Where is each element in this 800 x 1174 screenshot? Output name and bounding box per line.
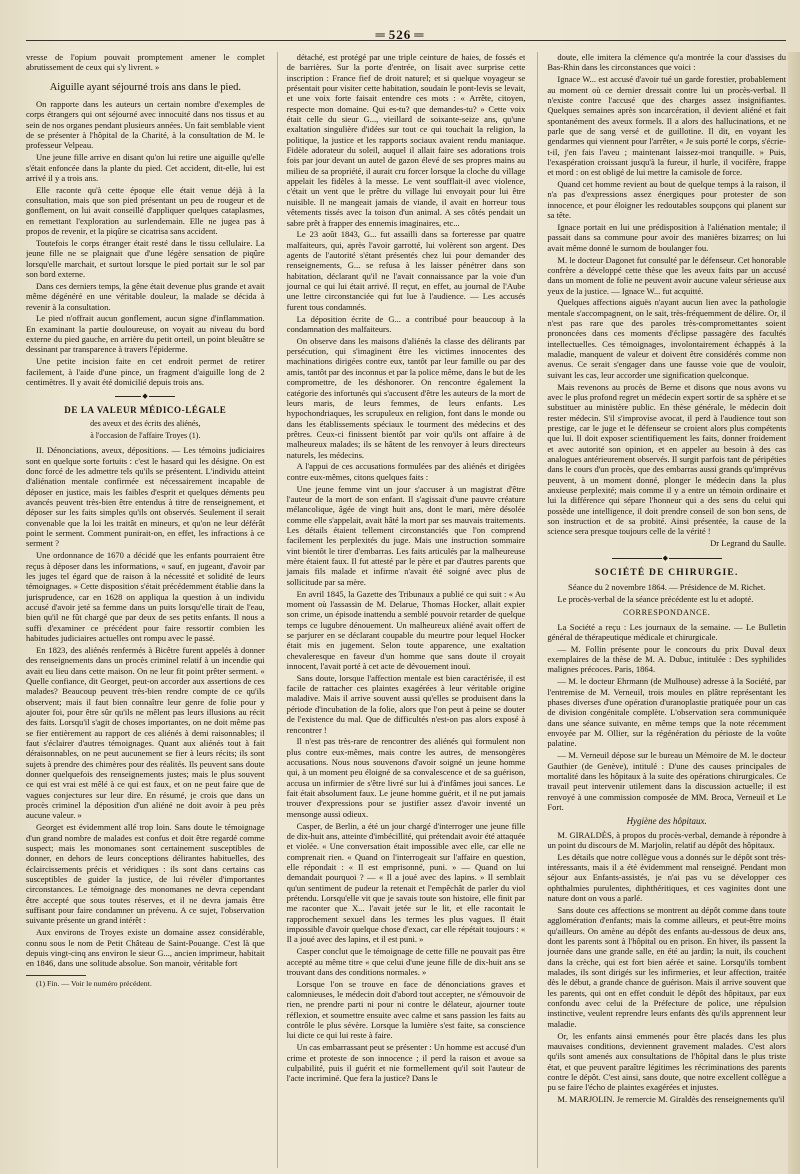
paragraph: A l'appui de ces accusations formulées par des aliénés et dirigées contre eux-mêmes, citons quelques faits : [286,461,526,482]
paragraph: En avril 1845, la Gazette des Tribunaux a publié ce qui suit : « Au moment où l'assassin de M. Delarue, Thomas Hocker, allait expier son crime, un épisode inattendu a semblé pouvoir retarder de quelque temps ce lugubre dénouement. Un malheureux aliéné avait offert de se parjurer en se déclarant coupable du meurtre pour lequel Hocker était mis en jugement. Selon toute apparence, une exaltation chevaleresque en faveur d'un homme que sans doute il croyait innocent, l'avait porté à cet acte de dévouement inouï. [286,588,526,671]
paragraph: Quelques affections aiguës n'ayant aucun lien avec la pathologie mentale s'accompagnent, on le sait, très-fréquemment de délire. Or, il n'est pas rare que des paroles très-compromettantes soient prononcées dans ces moments d'éclipse passagère des facultés intellectuelles. Ces témoignages, involontairement échappés à la maladie, manquent de valeur et doivent être considérés comme non avenus. Ce serait s'engager dans une fausse voie que de vouloir, suivant les cas, leur accorder une signification quelconque. [547,297,787,380]
paragraph: Sans doute, lorsque l'affection mentale est bien caractérisée, il est facile de rattacher ces plaintes exagérées à leur véritable origine maladive. Mais il arrive souvent aussi qu'elles se produisent dans la période d'incubation de la folie, alors que l'on peut à peine se douter de l'existence du mal. Que de difficultés n'est-on pas alors exposé à rencontrer ! [286,672,526,735]
paragraph: Or, les enfants ainsi emmenés pour être placés dans les plus mauvaises conditions, deviennent gravement malades. C'est alors qu'ils sont amenés aux consultations de l'hôpital dans le plus triste état, et que peuvent paraître légitimes les récriminations des parents contre le dépôt. C'est ainsi, sans doute, que notre excellent collègue a pu se faire l'écho de plaintes exagérées et injustes. [547,1030,787,1093]
column-1 [26,52,265,1168]
hygiene-section [547,830,786,1105]
paragraph: La déposition écrite de G... a contribué pour beaucoup à la condamnation des malfaiteurs. [286,313,526,334]
paragraph: Ignace portait en lui une prédisposition à l'aliénation mentale; il passait dans sa commune pour avoir des manières bizarres; on lui avait même donné le surnom de boulanger fou. [547,222,787,253]
paragraph: Casper conclut que le témoignage de cette fille ne pouvait pas être accepté au même titre « que celui d'une jeune fille de dix-huit ans se trouvant dans des conditions normales. » [286,946,526,977]
columns [26,52,786,1168]
paragraph: Le 23 août 1843, G... fut assailli dans sa forteresse par quatre malfaiteurs, qui, après l'avoir garrotté, lui volèrent son argent. Des agents de l'autorité s'étant présentés chez lui pour demander des renseignements, G... se refusa à les laisser pénétrer dans son habitation, déclarant qu'il ne l'avait connaissance par la voie d'un journal ce qui lui était arrivé. Il reçut, en effet, au journal de l'Aube une lettre circonstanciée qui fut lue à l'audience. — Les accusés furent tous condamnés. [286,229,526,312]
paragraph: Une ordonnance de 1670 a décidé que les enfants pourraient être reçus à déposer dans les informations, « sauf, en jugeant, d'avoir par les juges tel égard que de raison à la nécessité et solidité de leurs témoignages. » Cette disposition s'était précédemment établie dans la jurisprudence, car en 1628 on appliqua la question à un individu accusé d'avoir jeté sa femme dans un puits lorsqu'elle tirait de l'eau, bien qu'il ne fût chargé que par deux de ses petits enfants. Il nous a suffi d'examiner ce précédent pour faire ressortir combien les habitudes judiciaires actuelles ont rompu avec le passé. [26,550,265,644]
header-rule [26,40,786,41]
valeur-article [26,445,265,968]
paragraph: Toutefois le corps étranger était resté dans le tissu cellulaire. La jeune fille ne se plaignait que d'une légère sensation de piqûre lorsqu'elle marchait, et surtout lorsque le pied portait sur le sol par son bord externe. [26,238,265,280]
section-divider [115,392,175,400]
paragraph: Casper, de Berlin, a été un jour chargé d'interroger une jeune fille de dix-huit ans, atteinte d'imbécillité, qui prétendait avoir été attaquée et violée. « Une conversation était impossible avec elle, car elle ne comprenait rien. « Quand on l'interrogeait sur l'affaire en question, elle répondait : « Il est emprisonné, puni. » — Quand on lui demandait pourquoi ? — « Il a joué avec des lapins. » Il semblait qu'un sentiment de pudeur la retenait et l'empêchât de parler du viol prétendu. Lorsqu'elle vit que je savais toute son histoire, elle finit par me raconter que X... l'avait jetée sur le lit, et elle racontait le rapprochement sexuel dans les termes les plus vagues. Il était impossible d'avoir quelque chose d'exact, car elle répétait toujours : « Il a joué avec des lapins, et il est puni. » [286,820,526,945]
paragraph: Les détails que notre collègue vous a donnés sur le dépôt sont très-intéressants, mais il a été évidemment mal renseigné. Pendant mon séjour aux Enfants-assistés, je n'ai pas vu se développer ces ophthalmies purulentes, diphthéritiques, et ces vaginites dont une nature dont on vous a parlé. [547,851,787,904]
column-3 [537,52,786,1168]
paragraph: M. MARJOLIN. Je remercie M. Giraldès des renseignements qu'il [557,1094,785,1105]
paragraph: — M. le docteur Ehrmann (de Mulhouse) adresse à la Société, par l'entremise de M. Verneuil, trois moules en plâtre représentant les phases diverses d'une opération d'uranoplastie pratiquée pour un cas de division congénitale complète. L'observation sera communiquée dans une séance suivante, en même temps que la note récemment envoyée par M. Ollier, sur la régénération du périoste de la voûte palatine. [547,676,787,749]
column-2 [277,52,526,1168]
correspondance-section [547,622,786,813]
paragraph: — M. Follin présente pour le concours du prix Duval deux exemplaires de la thèse de M. A. Dubuc, intitulée : Des syphilides malignes précoces. Paris, 1864. [547,643,787,675]
footnote: (1) Fin. — Voir le numéro précédent. [36,978,152,988]
valeur-heading: DE LA VALEUR MÉDICO-LÉGALE [64,405,227,416]
paragraph: Quand cet homme revient au bout de quelque temps à la raison, il n'a pas d'expressions assez énergiques pour protester de son innocence, et pour éloigner les redoutables soupçons qui planent sur sa tête. [547,179,787,221]
section-divider [612,554,722,562]
paragraph: Une jeune femme vint un jour s'accuser à un magistrat d'être l'auteur de la mort de son enfant. Il s'agissait d'une pauvre créature mélancolique, âgée de vingt huit ans, dont le mari, mère désolée comme elle s'appelait, avait hâté la mort par ses mauvais traitements. Les détails étaient tellement circonstanciés que l'on comprend facilement les perplexités du juge. Mais une instruction sommaire vint bientôt le tirer d'embarras. Les faits articulés par la malheureuse mère étaient faux. Il fut attesté par le père et par d'autres parents que jamais fils malade et infirme n'avait été soigné avec plus de sollicitude par sa mère. [286,483,526,587]
aiguille-title: Aiguille ayant séjourné trois ans dans le pied. [49,81,241,93]
paragraph: Mais revenons au procès de Berne et disons que nous avons vu avec le plus profond regret un médecin expert sortir de sa sphère et se substituer au ministère public. En thèse générale, le médecin doit rester médecin. S'il s'improvise avocat, il perd à l'audience tout son prestige, car le juge et le défenseur se croient alors plus compétents que lui. Il doit exposer scientifiquement les faits, donner froidement et avec autorité son opinion, et en appeler au besoin à des cas analogues antérieurement observés. Il surgit parfois tant de péripéties dans le cours d'un procès, que des embarras aussi grands qu'imprévus peuvent, à un moment donné, plonger le médecin dans la plus anxieuse perplexité; mais comme il y a entre un témoin ordinaire et lui la différence qui sépare l'honneur qui a des sens du celui qui possède une intelligence, il doit prendre conseil de son bon sens, de son instruction et de sa probité. Ainsi présentée, la cause de la science sera presque toujours celle de la vérité ! [547,381,787,537]
paragraph: Sans doute ces affections se montrent au dépôt comme dans toute agglomération d'enfants; mais la comme ailleurs, et peut-être moins qu'ailleurs. On amène au dépôt des enfants au-dessous de deux ans, dont les parents sont à l'hôpital ou en prison. En hiver, ils passent la journée dans une grande salle, en été au jardin; la nuit, ils couchent dans la crèche, qui est fort bien aérée et saine. Lorsqu'ils tombent malades, ils sont dirigés sur les infirmeries, et leur affection, traitée dès le début, a grande chance de guérison. Mais il arrive souvent que les parents, qui ont en effet conduit le dépôt des hôpitaux, par eux confondu avec celui de la Préfecture de police, une répulsion instinctive, veulent reprendre leurs enfants dès qu'ils apprennent leur maladie. [547,904,787,1029]
signature: Dr Legrand du Saulle. [710,538,787,549]
paragraph: II. Dénonciations, aveux, dépositions. — Les témoins judiciaires sont en quelque sorte fortuits : c'est le hasard qui les désigne. On est donc forcé de les admettre tels qu'ils se présentent. L'individu atteint d'aliénation mentale confirmée est nécessairement incapable de déposer en justice, mais les faibles d'esprit et quelques déments peu avancés peuvent très-bien être entendus à titre de renseignement, et déposer sur les faits simples qu'ils ont observés. Seulement il serait convenable que la loi les traitât en mineurs, et qu'on ne leur déférât point le serment. Comment punirait-on, en effet, les infractions à ce serment ? [26,445,265,549]
page-edge [788,52,800,1174]
valeur-subtitle: des aveux et des écrits des aliénés, [90,418,201,428]
paragraph: Elle raconte qu'à cette époque elle était venue déjà à la consultation, mais que son pied présentant un peu de rougeur et de gonflement, on lui avait conseillé d'appliquer quelques cataplasmes, en remettant l'exploration au surlendemain. Elle ne jugea pas à propos de revenir, et la piqûre se cicatrisa sans accident. [26,184,265,237]
paragraph: Aux environs de Troyes existe un domaine assez considérable, connu sous le nom de Petit Château de Saint-Pouange. C'est là que depuis vingt-cinq ans environ le sieur G..., ancien imprimeur, habitait en 1846, dans une solitude absolue. Son manoir, véritable fort [26,927,265,969]
hygiene-heading: Hygiène des hôpitaux. [626,816,707,827]
paragraph: Georget est évidemment allé trop loin. Sans doute le témoignage d'un grand nombre de malades est confus et doit être regardé comme suspect; mais les monomanes sont certainement susceptibles de donner, en dehors de leurs conceptions délirantes habituelles, des éclaircissements précis et véridiques : ils sont dans certains cas susceptibles de guider la justice, de lui révéler d'importantes circonstances. Le témoignage des monomanes ne devra cependant être accepté que sous toutes réserves, et il ne devra jamais être suffisant pour faire condamner un prévenu. A ce sujet, l'observation suivante présente un grand intérêt : [26,822,265,926]
footnote-rule [26,975,86,976]
page-number: ═ 526 ═ [0,27,800,43]
paragraph: Un cas embarrassant peut se présenter : Un homme est accusé d'un crime et proteste de son innocence ; il perd la raison et avoue sa culpabilité, puis il guérit et nie formellement qu'il soit l'auteur de l'acte incriminé. Que fera la justice? Dans le [286,1042,526,1084]
paragraph: M. GIRALDÈS, à propos du procès-verbal, demande à répondre à un point du discours de M. Marjolin, relatif au dépôt des hôpitaux. [547,829,787,850]
paragraph: — M. Verneuil dépose sur le bureau un Mémoire de M. le docteur Gauthier (de Genève), intitulé : D'une des causes principales de mortalité dans les hôpitaux à la suite des opérations chirurgicales. Ce travail peut intervenir utilement dans la discussion actuelle; il est renvoyé à une commission composée de MM. Broca, Verneuil et Le Fort. [547,750,787,812]
correspondance-heading: CORRESPONDANCE. [622,608,711,618]
paragraph: M. le docteur Dagonet fut consulté par le défenseur. Cet honorable confrère a développé cette thèse que les aveux faits par un accusé dans un moment de folie ne peuvent avoir aucune valeur sérieuse aux yeux de la justice. — Ignace W... fut acquitté. [547,254,787,296]
society-title: SOCIÉTÉ DE CHIRURGIE. [594,567,739,578]
paragraph: Ignace W... est accusé d'avoir tué un garde forestier, probablement au moment où ce dernier dressait contre lui un procès-verbal. Il n'existe contre l'accusé que des charges assez insignifiantes. Quelques semaines après son incarcération, il devient aliéné et fait spontanément des aveux formels. Il a alors des hallucinations, et ne parle que de sang versé et de guillotine. Il dit, en voyant les gendarmes qui viennent pour l'arrêter, « Je suis porté le corps, s'écrie-t-il, j'en fais l'aveu ; maintenant laissez-moi tranquille. » Puis, l'exaspération croissant jusqu'à la fureur, il hurle, il vocifère, frappe et mord : on est obligé de lui mettre la camisole de force. [547,74,787,178]
intro-paragraph: vresse de l'opium pouvait promptement amener le complet abrutissement de ceux qui s'y livrent. » [26,52,265,73]
valeur-article-continued [287,52,526,1084]
valeur-article-end [547,52,786,537]
paragraph: La Société a reçu : Les journaux de la semaine. — Le Bulletin général de thérapeutique médicale et chirurgicale. [547,621,787,642]
paragraph: Une jeune fille arrive en disant qu'on lui retire une aiguille qu'elle s'était enfoncée dans la plante du pied. Cet accident, dit-elle, lui est arrivé il y a trois ans. [26,152,265,183]
paragraph: Le pied n'offrait aucun gonflement, aucun signe d'inflammation. En examinant la partie douloureuse, on voyait au niveau du bord externe du pied gauche, en arrière du petit orteil, un point bleuâtre se dessinant par transparence à travers l'épiderme. [26,313,265,355]
paragraph: Une petite incision faite en cet endroit permet de retirer facilement, à l'aide d'une pince, un fragment d'aiguille long de 2 centimètres. Il y avait été domicilié depuis trois ans. [26,356,265,387]
paragraph: On rapporte dans les auteurs un certain nombre d'exemples de corps étrangers qui ont séjourné avec innocuité dans nos tissus et au sein de nos organes pendant plusieurs années. Un fait semblable vient de se présenter à l'hôpital de la Charité, à la consultation de M. le professeur Velpeau. [26,99,265,151]
valeur-note: à l'occasion de l'affaire Troyes (1). [90,431,201,440]
paragraph: détaché, est protégé par une triple ceinture de haies, de fossés et de barrières. Sur la porte d'entrée, on lisait avec surprise cette inscription : France fief de droit naturel; et si quelque voyageur se présentait pour visiter cette habitation, soudain le pont-levis se levait, et une voix forte faisait entendre ces mots : « Arrête, citoyen, respecte mon domaine. Qui es-tu? que demandes-tu? » Cette voix était celle du sieur G..., vieillard de soixante-seize ans, qu'une exaltation singulière d'idées sur tout ce qui touchait la religion, la politique, la justice et les rapports sociaux avaient rendu maniaque. Fidèle adorateur du soleil, auquel il allait faire ses adorations trois fois par jour devant un autel de gazon élevé de ses propres mains au milieu de sa propriété, il aurait cru forcer lorsque la cloche du village appelait les fidèles à la messe. Le vent soufflait-il avec violence, c'était un vent que le prêtre du village lui envoyait pour lui être nuisible. Il ne mangeait jamais de viande, il avait en horreur tous vêtements tissés avec la toison d'un animal. A ses côtés pendait un sabre prêt à frapper des ennemis imaginaires, etc... [286,52,526,228]
paragraph: doute, elle imitera la clémence qu'a montrée la cour d'assises du Bas-Rhin dans les circonstances que voici : [547,52,787,73]
seance-line: Séance du 2 novembre 1864. — Présidence de M. Richet. [567,582,766,592]
paragraph: Dans ces derniers temps, la gêne était devenue plus grande et avait même dégénéré en une véritable douleur, la malade se décida à revenir à la consultation. [26,280,265,312]
paragraph: Il n'est pas très-rare de rencontrer des aliénés qui formulent non plus contre eux-mêmes, mais contre les autres, de mensongères accusations. Nous nous souvenons d'avoir soigné un jeune homme qui, à un moment peu éloigné de sa convalescence et de sa guérison, accusa un infirmier de s'être livré sur lui à d'infâmes joui sances. Le fait était absolument faux. Le jeune homme guérit, et il ne put jamais trouver d'expressions pour se justifier assez d'avoir inventé un mensonge aussi odieux. [286,736,526,819]
aiguille-article [26,99,265,387]
proces-verbal-line: Le procès-verbal de la séance précédente est lu et adopté. [557,593,754,604]
paragraph: Lorsque l'on se trouve en face de dénonciations graves et calomnieuses, le médecin doit d'abord tout accepter, ne s'émouvoir de rien, ne prendre parti ni pour ni contre le délateur, ajourner toute réflexion, et soumettre ensuite avec calme et sans passion les faits au contrôle le plus sévère. Lorsque la lumière s'est faite, sa conscience lui dicte ce qui lui reste à faire. [286,978,526,1041]
paragraph: On observe dans les maisons d'aliénés la classe des délirants par persécution, qui s'imaginent être les victimes innocentes des machinations dirigées contre eux, tantôt par leur famille ou par des amis, tantôt par des inconnus et par la police même, dans le but de les compromettre, de les déshonorer. On rencontre également la catégorie des infortunés qui s'accusent d'être les auteurs de la mort de leurs maris, de leurs femmes, de leurs enfants. Les hypochondriaques, les scrupuleux en religion, font dans le monde ou dans les établissements spéciaux le tourment des médecins et des prêtres. Ceux-ci finissent bientôt par voir qu'ils ont affaire à de malheureux malades; ils se hâtent de les renvoyer à leurs directeurs naturels, les médecins. [286,335,526,460]
paragraph: En 1823, des aliénés renfermés à Bicêtre furent appelés à donner des renseignements dans un procès criminel relatif à un incendie qui avait eu lieu dans cette maison. On ne leur fit point prêter serment. « Quelle confiance, dit Georget, peut-on accorder aux assertions de ces malades? Beaucoup peuvent très-bien rendre compte de ce qu'ils observent; mais il faut bien connaître leur genre de folie pour y ajouter foi, pour être sûr qu'ils ne mêlent pas leurs illusions au récit des faits. Lorsqu'il s'agit de choses importantes, on ne doit même pas se fier entièrement au rapport de ces aliénés à demi raisonnables; il faut s'éclairer d'autres témoignages. Quant aux aliénés tout à fait déraisonnables, on ne peut aucunement se fier à leurs récits; ils sont sujets à prendre des chimères pour des réalités. Ils peuvent sans doute donner quelquefois des renseignements justes; mais le plus souvent ce qui est vrai est mêlé à ce qui est faux, et on ne peut faire que de vagues conjectures sur leur dire. En résumé, je crois que dans un procès criminel la déposition d'un aliéné ne doit avoir à peu près aucune valeur. » [26,644,265,821]
